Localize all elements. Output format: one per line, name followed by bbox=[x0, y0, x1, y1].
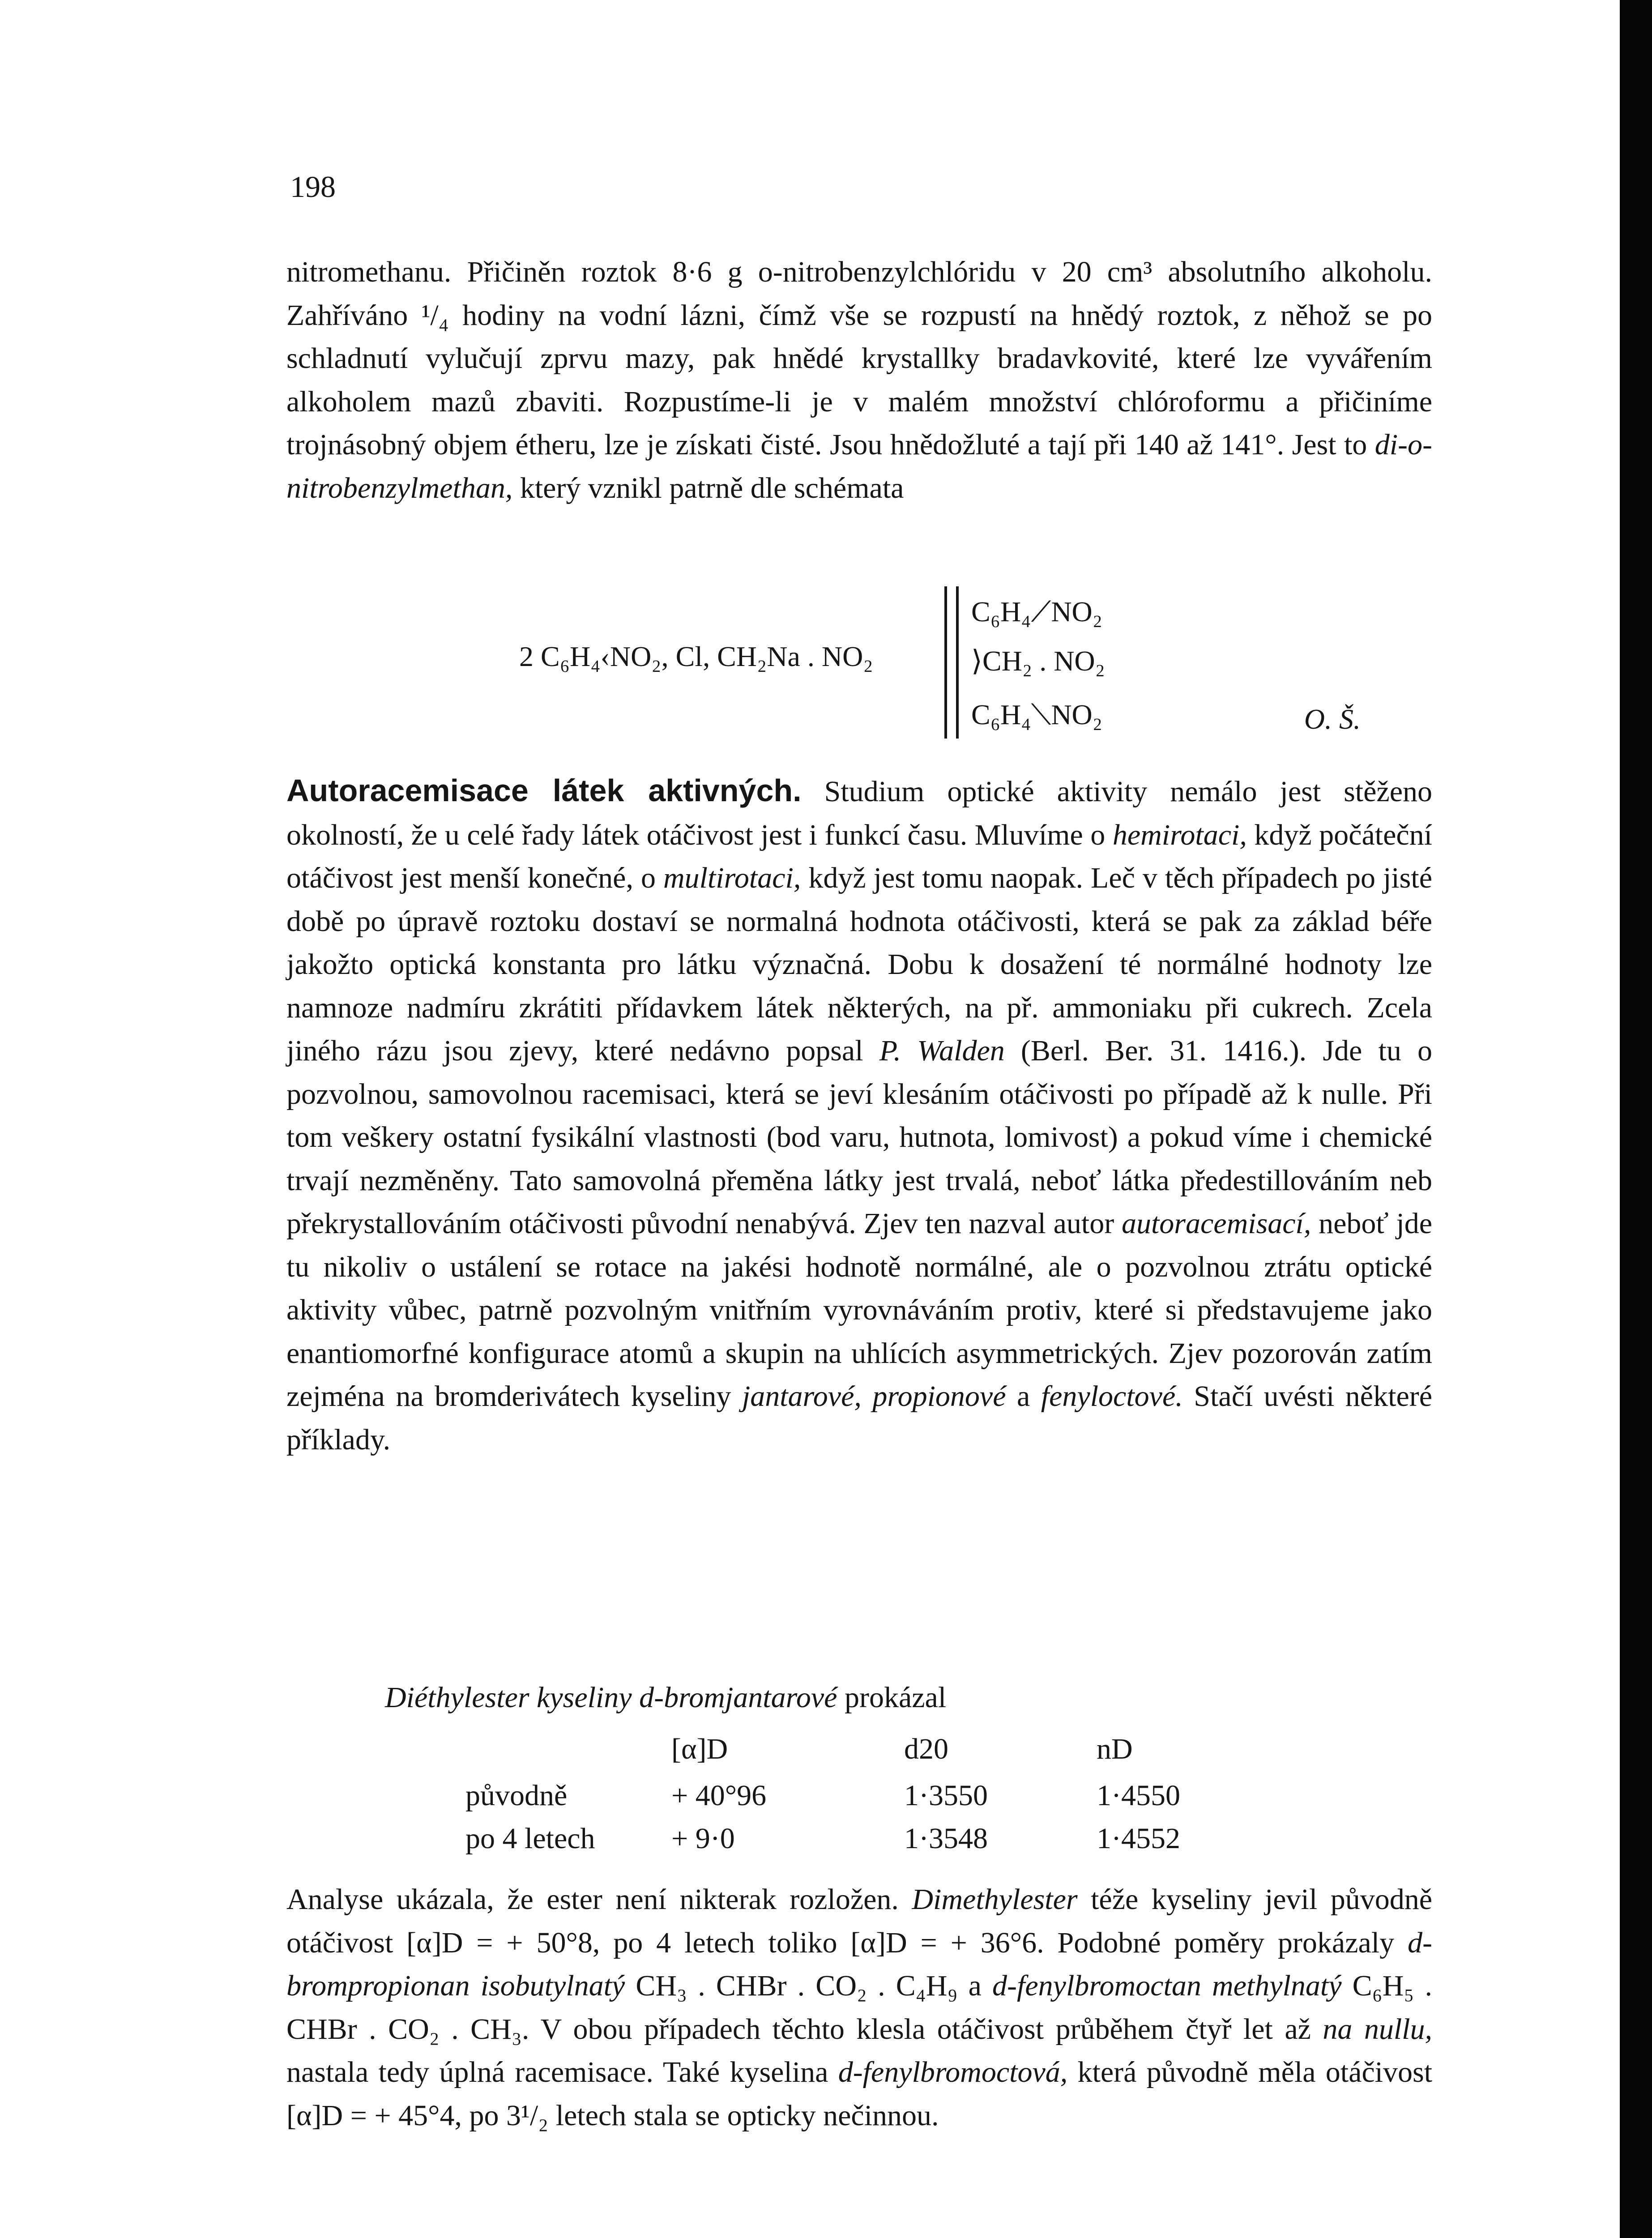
paragraph-text: když jest tomu naopak. Leč v těch případech po jisté době po úpravě roztoku dostaví se normalná hodnota otáčivosti, která se pak za základ béře jakožto optická konstanta pro látku význačná. Dobu k dosažení té normálné hodnoty lze namnoze nadmíru zkrátiti přídavkem látek některých, na př. ammoniaku při cukrech. Zcela jiného rázu jsou zjevy, které nedávno popsal bbox=[286, 862, 1433, 1067]
table-cell: 1·3548 bbox=[904, 1822, 988, 1855]
italic-term: d-fenylbromoctan methylnatý bbox=[992, 1969, 1342, 2002]
table-cell: + 9·0 bbox=[671, 1822, 735, 1855]
scan-edge-border bbox=[1620, 0, 1652, 2238]
table-intro-text: prokázal bbox=[844, 1681, 947, 1714]
paragraph-nitromethan bbox=[286, 251, 1432, 510]
paragraph-text: (Berl. Ber. 31. 1416.). Jde tu o pozvolnou, samovolnou racemisaci, která se jeví klesáním otáčivosti po případě až k nulle. Při tom veškery ostatní fysikální vlastnosti (bod varu, hutnota, lomivost) a pokud víme i chemické trvají nezměněny. Tato samovolná přeměna látky jest trvalá, neboť látka předestillováním neb překrystallováním otáčivosti původní nenabývá. Zjev ten nazval autor bbox=[286, 1034, 1432, 1240]
page-number: 198 bbox=[290, 170, 336, 204]
paragraph-text: nastala tedy úplná racemisace. Také kyselina bbox=[286, 2056, 828, 2089]
paragraph-analyse bbox=[286, 1878, 1432, 2137]
section-heading: Autoracemisace látek aktivných. bbox=[286, 773, 802, 808]
table-cell: + 40°96 bbox=[671, 1779, 767, 1812]
italic-term: jantarové, propionové bbox=[742, 1380, 1006, 1413]
italic-term: fenyloctové. bbox=[1041, 1380, 1183, 1413]
italic-term: d-brompropionan isobutylnatý bbox=[286, 1926, 1433, 2002]
paragraph-text: který vznikl patrně dle schémata bbox=[520, 471, 904, 504]
formula-divider bbox=[944, 586, 959, 739]
paragraph-text: Stačí uvésti některé příklady. bbox=[286, 1380, 1433, 1456]
paragraph-text: když počáteční otáčivost jest menší konečné, o bbox=[286, 818, 1432, 894]
author-signature: O. Š. bbox=[1304, 703, 1361, 735]
formula-reactants: 2 C₆H₄‹NO₂, Cl, CH₂Na . NO₂ bbox=[519, 641, 873, 672]
table-header: d20 bbox=[904, 1733, 948, 1765]
paragraph-text: která původně měla otáčivost [α]D = + 45°4, po 3¹/₂ letech stala se opticky nečinnou. bbox=[286, 2056, 1433, 2132]
table-header bbox=[465, 1732, 671, 1774]
table-header: nD bbox=[1097, 1733, 1133, 1765]
italic-term: autoracemisací, bbox=[1121, 1207, 1311, 1240]
table-row bbox=[465, 1817, 1276, 1860]
table-intro bbox=[385, 1681, 946, 1715]
table-cell: po 4 letech bbox=[465, 1822, 595, 1855]
table-cell: 1·4550 bbox=[1097, 1779, 1180, 1812]
formula-product-line-1: C₆H₄⟋NO₂ bbox=[971, 596, 1103, 628]
table-cell: 1·3550 bbox=[904, 1779, 988, 1812]
table-header-row bbox=[465, 1732, 1276, 1774]
paragraph-text: a bbox=[1016, 1380, 1030, 1413]
italic-term: Dimethylester bbox=[912, 1883, 1078, 1916]
paragraph-text: Analyse ukázala, že ester není nikterak rozložen. bbox=[286, 1883, 899, 1916]
paragraph-text: neboť jde tu nikoliv o ustálení se rotace na jakési hodnotě normálné, ale o pozvolnou ztrátu optické aktivity vůbec, patrně pozvolným vnitřním vyrovnáváním protiv, které si představujeme jako enantiomorfné konfigurace atomů a skupin na uhlících asymmetrických. Zjev pozorován zatím zejména na bromderivátech kyseliny bbox=[286, 1207, 1433, 1413]
paragraph-text: téže kyseliny jevil původně otáčivost [α]D = + 50°8, po 4 letech toliko [α]D = + 36°6. Podobné poměry prokázaly bbox=[286, 1883, 1432, 1959]
italic-term: d-fenylbromoctová, bbox=[838, 2056, 1068, 2089]
measurement-table bbox=[465, 1732, 1276, 1860]
formula-product-line-2: ⟩CH₂ . NO₂ bbox=[971, 645, 1105, 677]
formula-product-line-3: C₆H₄⟍NO₂ bbox=[971, 699, 1103, 730]
paragraph-text: nitromethanu. Přičiněn roztok 8·6 g o-nitrobenzylchlóridu v 20 cm³ absolutního alkoholu. Zahříváno ¹/₄ hodiny na vodní lázni, čímž vše se rozpustí na hnědý roztok, z něhož se po schladnutí vylučují zprvu mazy, pak hnědé krystallky bradavkovité, které lze vyvářením alkoholem mazů zbaviti. Rozpustíme-li je v malém množství chlóroformu a přičiníme trojnásobný objem étheru, lze je získati čisté. Jsou hnědožluté a tají při 140 až 141°. Jest to bbox=[286, 256, 1432, 461]
paragraph-autoracemisace bbox=[286, 769, 1432, 1461]
reaction-scheme bbox=[519, 586, 1361, 756]
italic-term: multirotaci, bbox=[663, 862, 801, 894]
paragraph-text: CH₃ . CHBr . CO₂ . C₄H₉ a bbox=[636, 1969, 982, 2002]
table-header: [α]D bbox=[671, 1733, 728, 1765]
author-name: P. Walden bbox=[879, 1034, 1005, 1067]
italic-term: hemirotaci, bbox=[1112, 818, 1247, 851]
table-cell: 1·4552 bbox=[1097, 1822, 1180, 1855]
paragraph-text: Studium optické aktivity nemálo jest stěženo okolností, že u celé řady látek otáčivost jest i funkcí času. Mluvíme o bbox=[286, 775, 1433, 851]
table-cell: původně bbox=[465, 1779, 568, 1812]
compound-name: di-o-nitrobenzylmethan, bbox=[286, 428, 1433, 504]
compound-name: Diéthylester kyseliny d-bromjantarové bbox=[385, 1681, 837, 1714]
table-row bbox=[465, 1774, 1276, 1817]
italic-term: na nullu, bbox=[1323, 2012, 1432, 2046]
paragraph-text: C₆H₅ . CHBr . CO₂ . CH₃. V obou případech těchto klesla otáčivost průběhem čtyř let až bbox=[286, 1969, 1432, 2046]
